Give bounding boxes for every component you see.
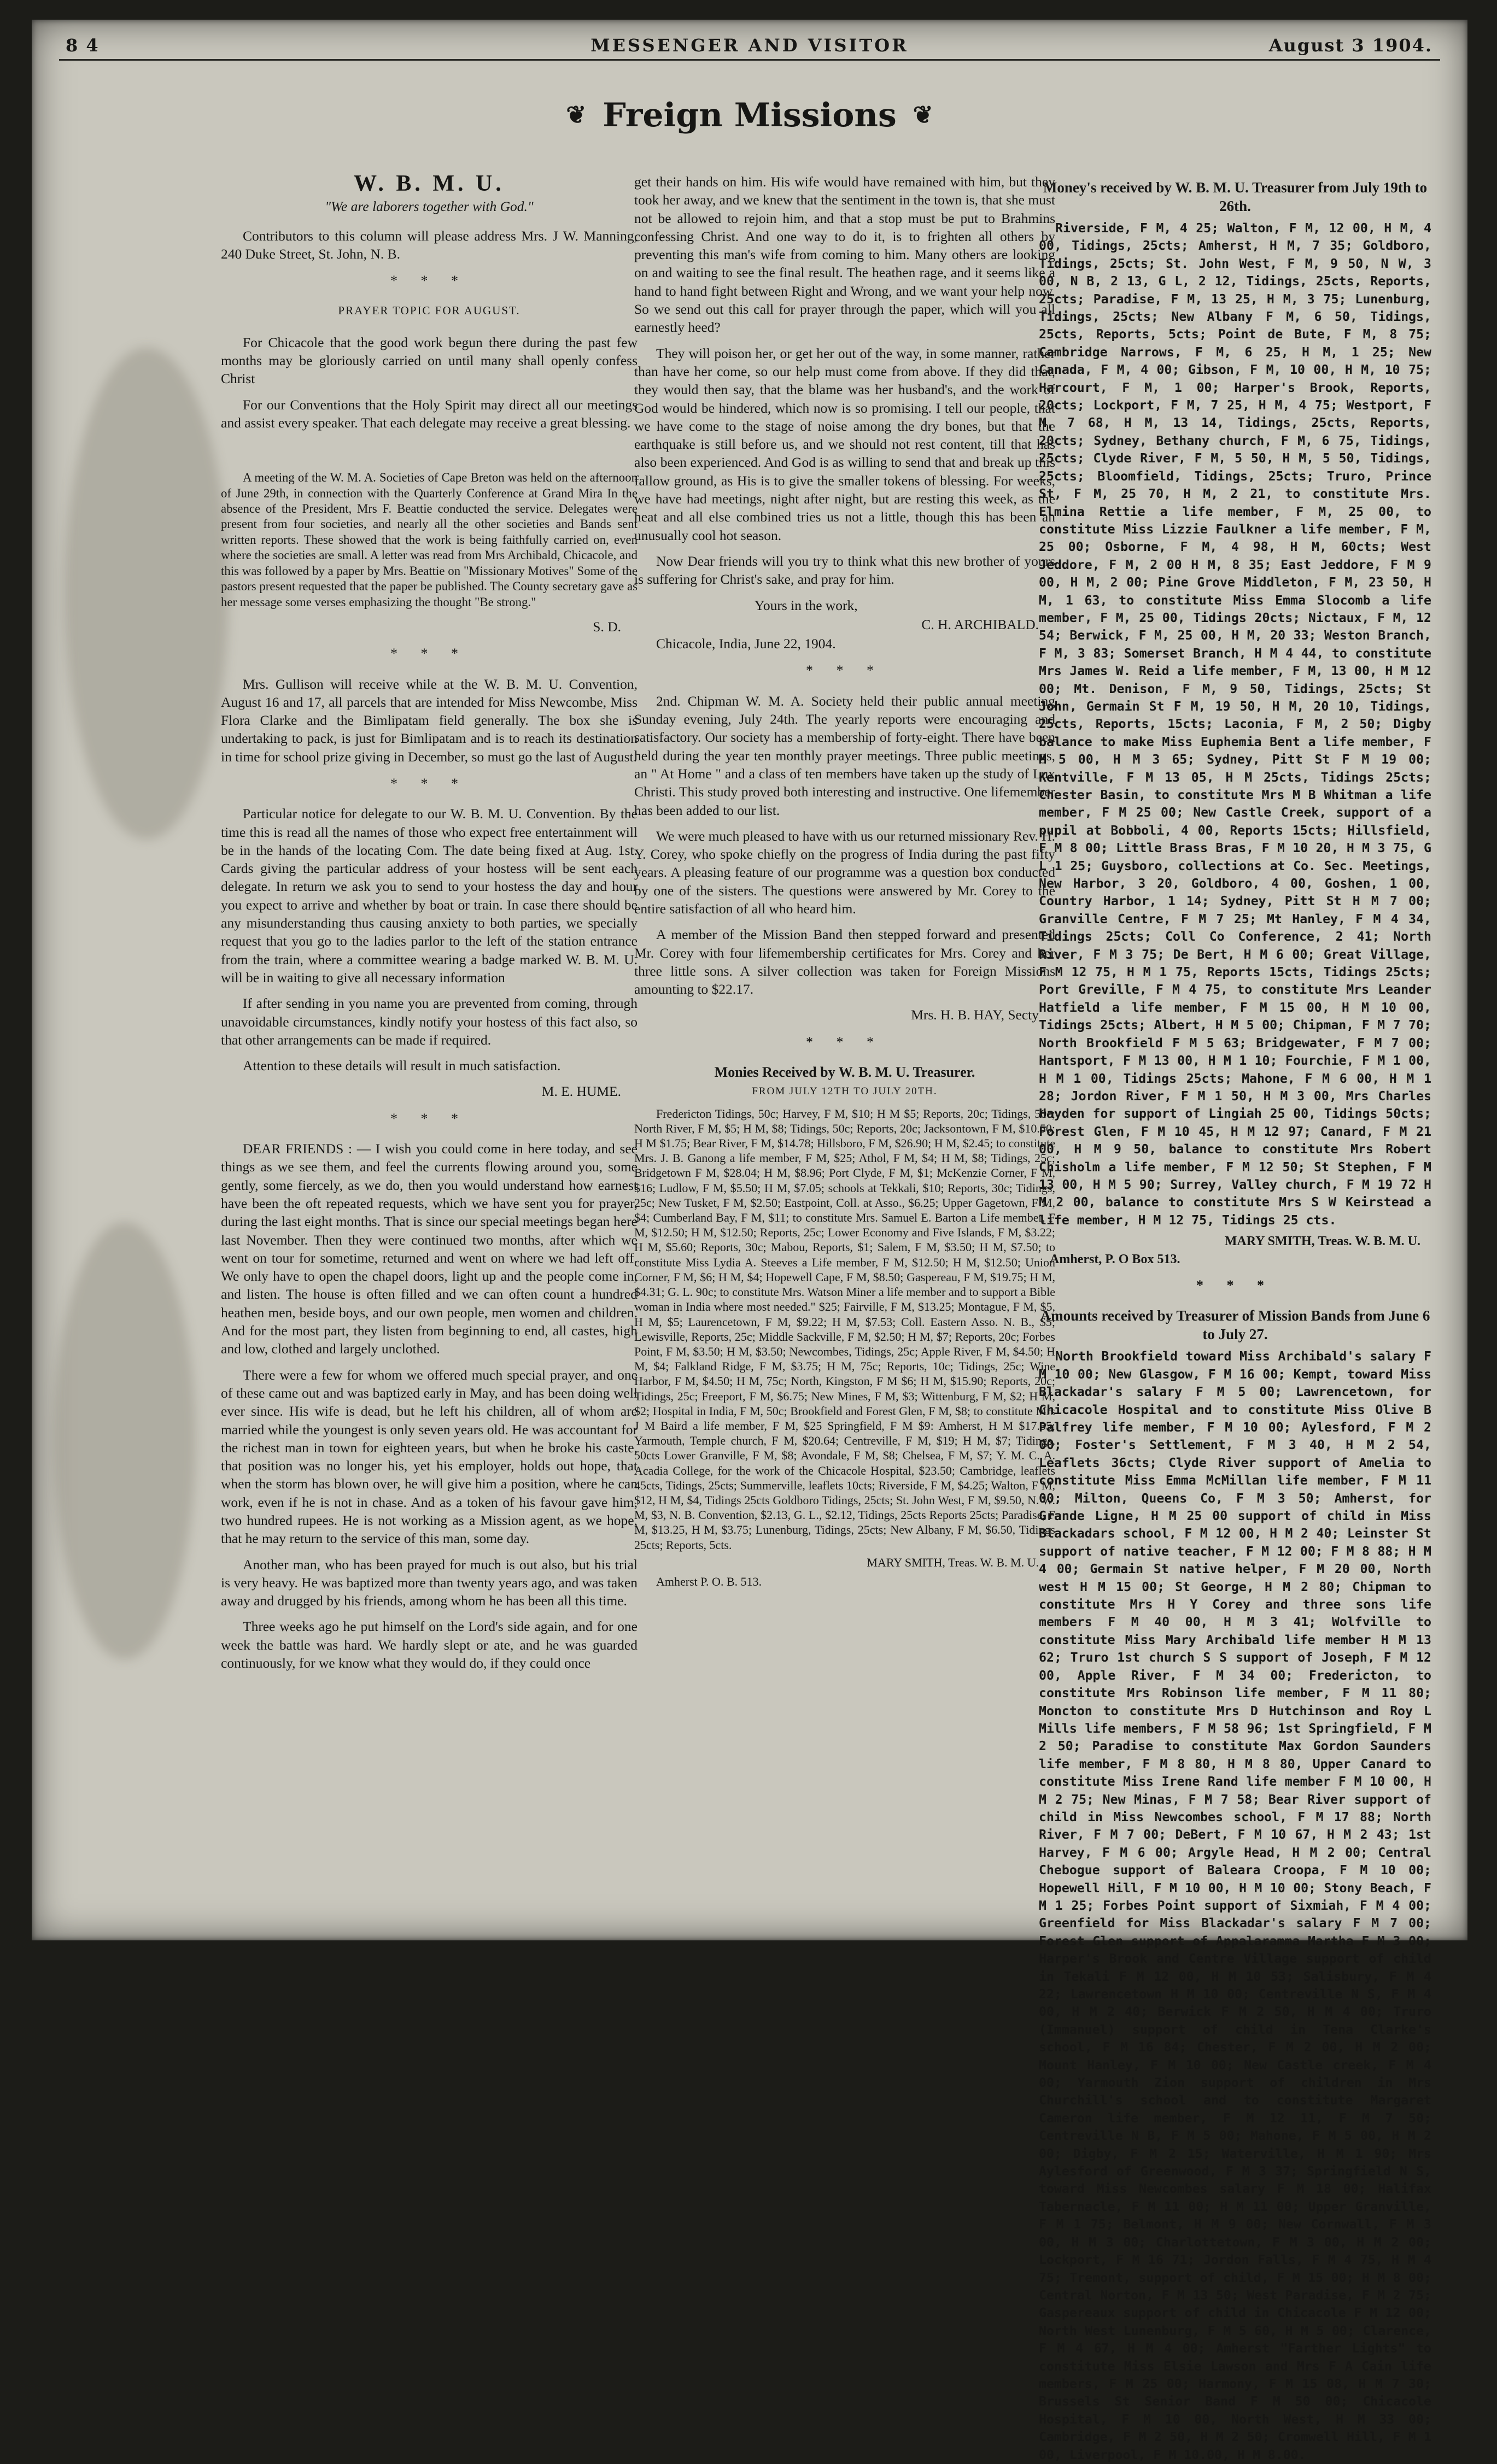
separator-stars: * * * bbox=[390, 273, 468, 289]
treasurer-list-container bbox=[1039, 220, 1431, 1229]
notice-signature: M. E. HUME. bbox=[541, 1083, 621, 1100]
intro-paragraph: Contributors to this column will please address Mrs. J W. Manning, 240 Duke Street, St. John, N. B. bbox=[221, 227, 638, 262]
section-title-text: Freign Missions bbox=[603, 96, 897, 134]
mission-bands-heading: Amounts received by Treasurer of Mission Bands from June 6 to July 27. bbox=[1040, 1307, 1430, 1343]
column-2 bbox=[634, 173, 1055, 1911]
separator-stars: * * * bbox=[390, 776, 468, 791]
meeting-paragraph: A meeting of the W. M. A. Societies of Cape Breton was held on the afternoon of June 29th, in connection with the Quarterly Conference at Grand Mira In the absence of the President, Mrs F. Beattie conducted the service. Delegates were present from four societies, and nearly all the other societies and Bands sent written reports. These showed that the work is being faithfully carried on, even where the societies are small. A letter was read from Mrs Archibald, Chicacole, and this was followed by a paper by Mrs. Beattie on "Missionary Motives" Some of the pastors present requested that the paper be published. The County secretary gave as her message some verses emphasizing the thought "Be strong." bbox=[221, 471, 638, 609]
masthead: MESSENGER AND VISITOR bbox=[590, 35, 909, 56]
leaf-ornament-icon: ❦ bbox=[566, 101, 587, 129]
letter-paragraph: DEAR FRIENDS : — I wish you could come in here today, and see things as we see them, and feel the currents flowing around you, some gently, some fiercely, as we do, then you would understand how earnest have been the oft repeated requests, which we have sent you for prayer, during the last eight months. That is since our special meetings began here last November. Then they were continued two months, after which we went on tour for sometime, returned and went on where we had left off. We only have to open the chapel doors, light up and the people come in, and listen. The house is often filled and we can often count a hundred heathen men, beside boys, and our own people, men women and children. And for the most part, they listen from beginning to end, all castes, high and low, clothed and largely unclothed. bbox=[221, 1141, 638, 1357]
prayer-paragraph: For Chicacole that the good work begun there during the past few months may be gloriously carried on until many shall openly confess Christ bbox=[221, 334, 638, 387]
monies-heading: Monies Received by W. B. M. U. Treasurer. bbox=[714, 1064, 975, 1081]
treasurer-list: Riverside, F M, 4 25; Walton, F M, 12 00, H M, 4 00, Tidings, 25cts; Amherst, H M, 7 35; Goldboro, Tidings, 25cts; St. John West, F M, 9 50, N W, 3 00, N B, 2 13, G L, 2 12, Tidings, 25cts, Reports, 25cts; Paradise, F M, 13 25, H M, 3 75; Lunenburg, Tidings, 25cts; New Albany F M, 6 50, Tidings, 25cts, Reports, 5cts; Point de Bute, F M, 8 75; Cambridge Narrows, F M, 6 25, H M, 1 25; New Canada, F M, 4 00; Gibson, F M, 10 00, H M, 10 75; Harcourt, F M, 1 00; Harper's Brook, Reports, 20cts; Lockport, F M, 7 25, H M, 4 75; Westport, F M, 7 68, H M, 13 14, Tidings, 25cts, Reports, 20cts; Sydney, Bethany church, F M, 6 75, Tidings, 25cts; Clyde River, F M, 5 50, H M, 5 50, Tidings, 25cts; Bloomfield, Tidings, 25cts; Truro, Prince St, F M, 25 70, H M, 2 21, to constitute Mrs. Elmina Rettie a life member, F M, 25 00, to constitute Miss Lizzie Faulkner a life member, F M, 25 00; Osborne, F M, 4 98, H M, 60cts; West Jeddore, F M, 2 00 H M, 8 35; East Jeddore, F M 9 00, H M, 2 00; Pine Grove Middleton, F M, 23 50, H M, 1 63, to constitute Miss Emma Slocomb a life member, F M, 25 00, Tidings 20cts; Nictaux, F M, 12 54; Berwick, F M, 25 00, H M, 20 33; Weston Branch, F M, 3 83; Somerset Branch, H M 4 44, to constitute Mrs James W. Reid a life member, F M, 13 00, H M 12 00; Mt. Denison, F M, 9 50, Tidings, 25cts; St John, Germain St F M, 19 50, H M, 20 10, Tidings, 25cts, Reports, 15cts; Laconia, F M, 2 50; Digby balance to make Miss Euphemia Bent a life member, F M 5 00, H M 3 65; Sydney, Pitt St F M 19 00; Kentville, F M 13 05, H M 25cts, Tidings 25cts; Chester Basin, to constitute Mrs M B Whitman a life member, F M 25 00; New Castle Creek, support of a pupil at Bobboli, 4 00, Reports 15cts; Hillsfield, F M 8 00; Little Brass Bras, F M 10 20, H M 3 75, G L 1 25; Guysboro, collections at Co. Sec. Meetings, New Harbor, 3 20, Goldboro, 4 00, Goshen, 1 00, Country Harbor, 1 14; Sydney, Pitt St H M 7 00; Granville Centre, F M 7 25; Mt Hanley, F M 4 34, Tidings 25cts; Coll Co Conference, 2 41; North River, F M 3 75; De Bert, H M 6 00; Great Village, F M 12 75, H M 1 75, Reports 15cts, Tidings 25cts; Port Greville, F M 4 75, to constitute Mrs Leander Hatfield a life member, F M 15 00, H M 10 00, Tidings 25cts; Albert, H M 5 00; Chipman, F M 7 70; North Brookfield F M 5 63; Bridgewater, F M 7 00; Hantsport, F M 13 00, H M 1 10; Fourchie, F M 1 00, H M 1 00, Tidings 25cts; Mahone, F M 6 00, H M 1 28; Jordon River, F M 1 50, H M 3 00, Mrs Charles Hayden for support of Lingiah 25 00, Tidings 50cts; Forest Glen, F M 10 45, H M 12 97; Canard, F M 21 00, H M 9 50, balance to constitute Mrs Robert Chisholm a life member, F M 12 50; St Stephen, F M 13 00, H M 5 90; Surrey, Valley church, F M 19 72 H M 2 00, balance to constitute Mrs S W Keirstead a life member, H M 12 75, Tidings 25 cts. bbox=[1039, 221, 1431, 1228]
separator-stars: * * * bbox=[1196, 1277, 1274, 1293]
page-number: 8 4 bbox=[66, 35, 100, 56]
letter-paragraph: They will poison her, or get her out of the way, in some manner, rather than have her come, so our help must come from above. If they did that, they would then say, that the blame was her husband's, and the work of God would be hindered, which now is so promising. I tell our people, that we have come to the stage of noise among the dry bones, but that the earthquake is still before us, and we should not rest content, till that has also been experienced. And God is as willing to send that and break up this fallow ground, as His is to give the smaller tokens of blessing. For weeks, we have had meetings, night after night, but are resting this week, as the heat and all else combined tries us not a little, though this has been an unusually cool hot season. bbox=[634, 345, 1055, 543]
treasurer-heading: Money's received by W. B. M. U. Treasurer from July 19th to 26th. bbox=[1043, 179, 1428, 214]
prayer-topic-heading: PRAYER TOPIC FOR AUGUST. bbox=[338, 304, 521, 318]
notice-paragraph: If after sending in you name you are prevented from coming, through unavoidable circumstances, kindly notify your hostess of this fact also, so that other arrangements can be made if required. bbox=[221, 995, 638, 1048]
treasurer-signature: MARY SMITH, Treas. W. B. M. U. bbox=[1224, 1234, 1420, 1249]
separator-stars: * * * bbox=[806, 1034, 884, 1050]
leaf-ornament-icon: ❦ bbox=[913, 101, 933, 129]
separator-stars: * * * bbox=[390, 1110, 468, 1127]
mission-bands-list: North Brookfield toward Miss Archibald's salary F M 10 00; New Glasgow, F M 16 00; Kempt, toward Miss Blackadar's salary F M 5 00; Lawrencetown, for Chicacole Hospital and to constitute Miss Olive B Palfrey life member, F M 10 00; Aylesford, F M 2 00; Foster's Settlement, F M 3 40, H M 2 54, Leaflets 36cts; Clyde River support of Amelia to constitute Miss Emma McMillan life member, F M 11 00; Milton, Queens Co, F M 3 50; Amherst, for Grande Ligne, H M 25 00 support of child in Miss Blackadars school, F M 12 00, H M 2 40; Leinster St support of native teacher, F M 12 00; F M 8 88; H M 4 00; Germain St native helper, F M 20 00, North west H M 15 00; St George, H M 2 80; Chipman to constitute Mrs H Y Corey and three sons life members F M 40 00, H M 3 41; Wolfville to constitute Miss Mary Archibald life member H M 13 62; Truro 1st church S S support of Joseph, F M 12 00, Apple River, F M 34 00; Fredericton, to constitute Mrs Robinson life member, F M 11 80; Moncton to constitute Mrs D Hutchinson and Roy L Mills life members, F M 58 96; 1st Springfield, F M 2 50; Paradise to constitute Max Gordon Saunders life member, F M 8 80, H M 8 80, Upper Canard to constitute Miss Irene Rand life member F M 10 00, H M 2 75; New Minas, F M 7 58; Bear River support of child in Miss Newcombes school, F M 17 88; North River, F M 7 00; DeBert, F M 10 67, H M 2 43; 1st Harvey, F M 6 00; Argyle Head, H M 2 00; Central Chebogue support of Baleara Croopa, F M 10 00; Hopewell Hill, F M 10 00, H M 10 00; Stony Beach, F M 1 25; Forbes Point support of Sixmiah, F M 4 00; Greenfield for Miss Blackadar's salary F M 7 00; Forest Glen support of Appalaramma Martha F M 3 00; Harper's Brook and Centre Village support of child in Tekali F M 12 00, H M 10 53; Salisbury, F M 4 22; Lawrencetown H M 10 00; Centreville N S, F M 4 00, H M 2 40; Berwick F M 2 50, H M 4 00; Truro (Immanuel) support of child in Tena Clarke's school, F M 16 84; Chester, F M 2 00, H M 2 00; Mount Hanley, F M 10 00; New Castle creek, F M 4 00; Yarmouth Zion support of children in Mrs Churchill's school and to constitute Margaret Cameron life member, F M 12 11, F M 7 50; Centreville N B, F M 5 00; Mahone, F M 5 00, H M 2 00; Digby, F M 2 15; Waterville, H M 1 90; Mrs Aylesford of Greenwood, F M 3 37; Springfield N S, toward Miss Newcombes salary F M 18 00; Halifax Tabernacle, F M 11 00; H M 11 00; Upper Granville, F M 1 75; Belmont, H M 9 00; New Cornwall, F M 3 00, H M 3 00; Charlottetown, F M 3 00, H M 2 00; Lockport, F M 16 71; Jordon Falls, F M 4 75, H M 4 75; Tremont, support of child, F M 15 00; H M 8 00; Central Norton, F M 13 50; West Paradise, F M 2 75; Gaspereaux support of child in Chicacole F M 12 00; North West Lunenburg, F M 5 60, H M 5 00; Clarence, F M 4 67, H M 4 00; Amherst "Farther Lights" to constitute Miss Elsie Lawson and Mrs F A Cain life members, F M 25 00; Harmony, F M 15 08, H M 7 30; Brussels St Senior Band F M 50 00; Chicacole Hospital, F M 10 00, North West, H M 33 00; Cambridge, F M 2 50, H M 2 50; Cromwell Hill, F M 1 00, Liverpool, F M 10.00, H M 8.00. bbox=[1039, 1349, 1431, 2462]
band-signature: Mrs. H. B. HAY, Secty bbox=[911, 1007, 1039, 1023]
column-3 bbox=[1039, 178, 1431, 2462]
prayer-paragraph: For our Conventions that the Holy Spirit may direct all our meetings and assist every speaker. That each delegate may receive a great blessing. bbox=[221, 396, 638, 431]
letter-paragraph: Another man, who has been prayed for much is out also, but his trial is very heavy. He was baptized more than twenty years ago, and was taken away and drugged by his friends, among whom he has been all this time. bbox=[221, 1556, 638, 1609]
gullison-paragraph: Mrs. Gullison will receive while at the W. B. M. U. Convention, August 16 and 17, all parcels that are intended for Miss Newcombe, Miss Flora Clarke and the Bimlipatam field generally. The box she is undertaking to pack, is just for Bimlipatam and is to reach its destination in time for school prize giving in December, so must go the last of August. bbox=[221, 676, 638, 765]
paper-stain bbox=[54, 1222, 196, 1659]
separator-stars: * * * bbox=[806, 662, 884, 679]
issue-date: August 3 1904. bbox=[1268, 35, 1432, 56]
notice-paragraph: Attention to these details will result in much satisfaction. bbox=[243, 1058, 561, 1074]
mission-bands-container bbox=[1039, 1348, 1431, 2464]
wbmu-title: W. B. M. U. bbox=[354, 171, 505, 196]
page-header bbox=[59, 32, 1440, 61]
corey-paragraph: We were much pleased to have with us our returned missionary Rev. H. Y. Corey, who spoke chiefly on the progress of India during the past fifty years. A pleasing feature of our programme was a question box conducted by one of the sisters. The questions were answered by Mr. Corey to the entire satisfaction of all who heard him. bbox=[634, 828, 1055, 917]
letter-place-date: Chicacole, India, June 22, 1904. bbox=[656, 636, 836, 652]
band-paragraph: A member of the Mission Band then stepped forward and presented Mr. Corey with four lifemembership certificates for Mrs. Corey and her three little sons. A silver collection was taken for Foreign Missions amounting to $22.17. bbox=[634, 926, 1055, 998]
chipman-paragraph: 2nd. Chipman W. M. A. Society held their public annual meeting Sunday evening, July 24th. The yearly reports were encouraging and satisfactory. Our society has a membership of forty-eight. There have been held during the year ten monthly prayer meetings. Three public meetings, an " At Home " and a class of ten members have taken up the study of Lux Christi. This study proved both interesting and instructive. One lifemember has been added to our list. bbox=[634, 693, 1055, 818]
treasurer-address: Amherst, P. O Box 513. bbox=[1050, 1252, 1180, 1266]
letter-paragraph: Now Dear friends will you try to think what this new brother of yours is suffering for Christ's sake, and pray for him. bbox=[634, 553, 1055, 588]
monies-signature: MARY SMITH, Treas. W. B. M. U. bbox=[867, 1555, 1039, 1569]
monies-address: Amherst P. O. B. 513. bbox=[656, 1575, 762, 1589]
meeting-signature: S. D. bbox=[593, 618, 621, 635]
monies-subheading: FROM JULY 12TH TO JULY 20TH. bbox=[752, 1086, 938, 1098]
separator-stars: * * * bbox=[390, 646, 468, 662]
letter-paragraph: Three weeks ago he put himself on the Lord's side again, and for one week the battle was hard. We hardly slept or ate, and he was guarded continuously, for we know what they would do, if they could once bbox=[221, 1618, 638, 1671]
newspaper-page bbox=[32, 20, 1467, 2462]
section-title bbox=[32, 96, 1467, 134]
letter-author: C. H. ARCHIBALD. bbox=[921, 616, 1039, 632]
monies-list: Fredericton Tidings, 50c; Harvey, F M, $10; H M $5; Reports, 20c; Tidings, 50c; North River, F M, $5; H M, $8; Tidings, 50c; Reports, 20c; Jacksontown, F M, $10.50; H M $1.75; Bear River, F M, $14.78; Hillsboro, F M, $26.90; H M, $2.45; to constitute Mrs. J. B. Ganong a life member, F M, $25; Athol, F M, $4; H M, $8; Tidings, 25c; Bridgetown F M, $28.04; H M, $8.96; Port Clyde, F M, $1; McKenzie Corner, F M, $16; Ludlow, F M, $5.50; H M, $7.05; schools at Tekkali, $10; Reports, 30c; Tidings, 25c; New Tusket, F M, $2.50; Eastpoint, Coll. at Asso., $6.25; Upper Gagetown, F M, $4; Cumberland Bay, F M, $11; to constitute Mrs. Samuel E. Barton a Life member, F M, $12.50; H M, $12.50; Reports, 25c; Lower Economy and Five Islands, F M, $3.22; H M, $5.60; Reports, 30c; Mabou, Reports, $1; Salem, F M, $3.50; H M, $7.50; to constitute Miss Lydia A. Steeves a Life member, F M, $12.50; H M, $12.50; Union Corner, F M, $6; H M, $4; Hopewell Cape, F M, $8.50; Gaspereau, F M, $19.75; H M, $4.31; G. L. 90c; to constitute Mrs. Watson Miner a life member and to support a Bible woman in India where most needed." $25; Fairville, F M, $13.25; Montague, F M, $5, H M, $5; Laurencetown, F M, $9.22; H M, $7.53; Coll. Eastern Asso. N. B., $5; Lewisville, Reports, 25c; Middle Sackville, F M, $2.50; H M, $7; Reports, 20c; Forbes Point, F M, $3.50; H M, $3.50; Newcombes, Tidings, 25c; Apple River, F M, $4.50; H M, $4; Falkland Ridge, F M, $3.75; H M, 75c; Reports, 10c; Tidings, 25c; Wine Harbor, F M, $4.50; H M, 75c; North, Kingston, F M $6; H M, $15.90; Reports, 20c; Tidings, 25c; Freeport, F M, $6.75; New Mines, F M, $3; Wittenburg, F M, $2; H M, $2; Hospital in India, F M, 50c; Brookfield and Forest Glen, F M, $8; to constitute Mrs J M Baird a life member, F M, $25 Springfield, F M $9: Amherst, H M $17.35; Yarmouth, Temple church, F M, $20.64; Centreville, F M, $19; H M, $7; Tidings, 50cts Lower Granville, F M, $8; Avondale, F M, $8; Chelsea, F M, $7; Y. M. C. A. Acadia College, for the work of the Chicacole Hospital, $23.50; Cambridge, leaflets 45cts, Tidings, 25cts; Summerville, leaflets 10cts; Riverside, F M, $4.25; Walton, F M, $12, H M, $4, Tidings 25cts Goldboro Tidings, 25cts; St. John West, F M, $9.50, N. W. M, $3, N. B. Convention, $2.13, G. L., $2.12, Tidings, 25cts Reports 25cts; Paradise, F M, $13.25, H M, $3.75; Lunenburg, Tidings, 25cts; New Albany, F M, $6.50, Tidings 25cts; Reports, 5cts. bbox=[634, 1106, 1055, 1552]
motto: "We are laborers together with God." bbox=[325, 198, 534, 215]
paper-stain bbox=[65, 348, 229, 840]
letter-paragraph: get their hands on him. His wife would have remained with him, but they took her away, and we knew that the sentiment in the town is, that she must not be allowed to rejoin him, and that a stop must be put to Brahmins confessing Christ. And one way to do it, is to frighten all others by preventing this man's wife from coming to him. Many others are looking on and waiting to see the final result. The heathen rage, and it seems like a hand to hand fight between Right and Wrong, and we want your help now. So we send out this call for prayer through the paper, which will you all earnestly heed? bbox=[634, 174, 1055, 336]
column-1 bbox=[221, 167, 638, 1878]
letter-closing: Yours in the work, bbox=[755, 597, 858, 613]
notice-paragraph: Particular notice for delegate to our W. B. M. U. Convention. By the time this is read all the names of those who expect free entertainment will be in the hands of the locating Com. The date being fixed at Aug. 1st. Cards giving the particular address of your hostess will be sent each delegate. In return we ask you to send to your hostess the day and hour you expect to arrive and whether by boat or train. In case there should be any misunderstanding thus causing anxiety to both parties, we specially request that you go to the ladies parlor to the left of the station entrance from the train, where a committee wearing a badge marked W. B. M. U. will be in waiting to give all necessary information bbox=[221, 806, 638, 985]
letter-paragraph: There were a few for whom we offered much special prayer, and one of these came out and was baptized early in May, and has been doing well ever since. His wife is dead, but he left his children, all of whom are married while the youngest is only seven years old. He was accountant for the richest man in town for eighteen years, but when he broke his caste, that position was no longer his, yet his employer, holds out hope, that when the storm has blown over, he will give him a position, where he can work, even if he is not in chase. And as a token of his favour gave him, two hundred rupees. He is not working as a Mission agent, as we hope, that he may return to the service of this man, some day. bbox=[221, 1366, 638, 1547]
